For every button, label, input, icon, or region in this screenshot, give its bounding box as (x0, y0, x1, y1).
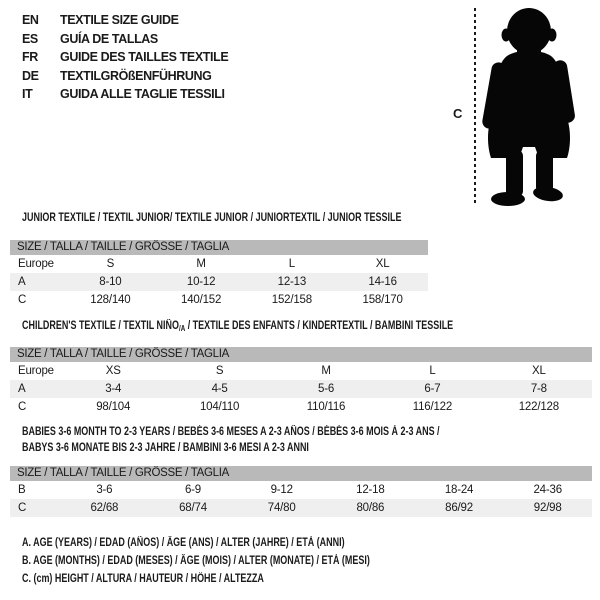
footnote-a (22, 534, 468, 552)
table-cell: 12-13 (277, 276, 307, 288)
table-cell: 5-6 (318, 383, 335, 395)
size-header-text: SIZE / TALLA / TAILLE / GRÖSSE / TAGLIA (17, 241, 230, 253)
row-label: A (18, 276, 26, 288)
row-label: Europe (18, 365, 54, 377)
table-cell: S (106, 258, 115, 270)
toddler-silhouette-icon (478, 0, 600, 212)
language-title: TEXTILGRÖßENFÜHRUNG (60, 68, 212, 83)
language-title: GUÍA DE TALLAS (60, 31, 158, 46)
height-measure-label: C (453, 106, 463, 121)
children-title-post: / TEXTILE DES ENFANTS / KINDERTEXTIL / BAMBINI TESSILE (185, 320, 454, 332)
footnote-b-text: B. AGE (MONTHS) / EDAD (MESES) / ÂGE (MOIS) / ALTER (MONATE) / ETÀ (MESI) (22, 555, 370, 567)
table-cell: 18-24 (444, 484, 474, 496)
footnote-a-text: A. AGE (YEARS) / EDAD (AÑOS) / ÂGE (ANS) / ALTER (JAHRE) / ETÀ (ANNI) (22, 537, 345, 549)
table-cell: 80/86 (356, 502, 385, 514)
table-cell: 86/92 (445, 502, 473, 514)
table-cell: L (288, 258, 295, 270)
table-cell: 8-10 (99, 276, 122, 288)
junior-section-title-text: JUNIOR TEXTILE / TEXTIL JUNIOR/ TEXTILE JUNIOR / JUNIORTEXTIL / JUNIOR TESSILE (22, 212, 402, 224)
language-title: GUIDA ALLE TAGLIE TESSILI (60, 87, 225, 102)
table-cell: 98/104 (96, 401, 131, 413)
row-label: Europe (18, 258, 54, 270)
table-cell: 104/110 (199, 401, 240, 413)
table-row (10, 481, 592, 499)
row-label: A (18, 383, 26, 395)
table-row (10, 291, 428, 309)
footnote-c-text: C. (cm) HEIGHT / ALTURA / HAUTEUR / HÖHE / ALTEZZA (22, 573, 264, 585)
table-cell: 14-16 (368, 276, 397, 288)
size-header-bar (10, 240, 428, 255)
table-cell: 152/158 (271, 294, 312, 306)
height-measure-dashed-line (474, 8, 476, 206)
children-section-title-text (22, 320, 453, 332)
language-code: DE (22, 68, 39, 83)
table-cell: S (215, 365, 224, 377)
table-row (10, 362, 592, 380)
table-row (10, 380, 592, 398)
language-guide-header (22, 11, 228, 104)
table-row (10, 499, 592, 517)
table-cell: 110/116 (306, 401, 346, 413)
table-cell: 122/128 (518, 401, 559, 413)
size-header-bar (10, 347, 592, 362)
children-title-pre: CHILDREN'S TEXTILE / TEXTIL NIÑO (22, 320, 179, 332)
table-cell: 62/68 (90, 502, 119, 514)
table-cell: 92/98 (533, 502, 562, 514)
row-label: C (18, 294, 27, 306)
footnote-b (22, 552, 468, 570)
row-label: C (18, 502, 27, 514)
table-cell: 24-36 (533, 484, 562, 496)
language-row-it (22, 85, 228, 104)
babies-section-title (22, 424, 557, 456)
table-cell: 3-6 (96, 484, 113, 496)
table-cell: 140/152 (181, 294, 222, 306)
table-cell: 3-4 (105, 383, 122, 395)
babies-section-title-line1: BABIES 3-6 MONTH TO 2-3 YEARS / BEBÉS 3-6 MESES A 2-3 AÑOS / BÉBÉS 3-6 MOIS À 2-3 ANS / (22, 426, 440, 438)
children-size-table (10, 347, 592, 416)
language-row-de (22, 67, 228, 86)
table-cell: M (321, 365, 331, 377)
table-cell: 12-18 (356, 484, 385, 496)
language-code: IT (22, 87, 33, 102)
table-cell: XL (531, 365, 546, 377)
table-cell: 10-12 (186, 276, 216, 288)
footnotes (22, 534, 468, 588)
table-row (10, 398, 592, 416)
language-row-fr (22, 48, 228, 67)
row-label: C (18, 401, 27, 413)
table-cell: XS (105, 365, 121, 377)
table-row (10, 273, 428, 291)
table-cell: 6-7 (424, 383, 441, 395)
table-cell: 7-8 (530, 383, 547, 395)
children-section-title (22, 320, 575, 332)
table-cell: 6-9 (184, 484, 202, 496)
language-title: GUIDE DES TAILLES TEXTILE (60, 50, 229, 65)
language-title: TEXTILE SIZE GUIDE (60, 13, 179, 28)
language-code: EN (22, 13, 39, 28)
children-title-subscript: /A (178, 324, 186, 333)
language-row-es (22, 30, 228, 49)
table-cell: 74/80 (267, 502, 296, 514)
junior-size-table (10, 240, 428, 309)
footnote-c (22, 570, 468, 588)
table-cell: 4-5 (211, 383, 228, 395)
table-row (10, 255, 428, 273)
size-header-bar (10, 466, 592, 481)
language-code: ES (22, 31, 38, 46)
table-cell: XL (375, 258, 390, 270)
table-cell: 128/140 (90, 294, 131, 306)
table-cell: M (196, 258, 206, 270)
language-row-en (22, 11, 228, 30)
table-cell: 68/74 (179, 502, 207, 514)
babies-section-title-line2: BABYS 3-6 MONATE BIS 2-3 JAHRE / BAMBINI 3-6 MESI A 2-3 ANNI (22, 442, 309, 454)
size-header-text: SIZE / TALLA / TAILLE / GRÖSSE / TAGLIA (17, 467, 230, 479)
row-label: B (18, 484, 26, 496)
table-cell: 158/170 (362, 294, 403, 306)
size-header-text: SIZE / TALLA / TAILLE / GRÖSSE / TAGLIA (17, 348, 230, 360)
table-cell: L (429, 365, 436, 377)
junior-section-title (22, 212, 508, 224)
language-code: FR (22, 50, 38, 65)
babies-size-table (10, 466, 592, 517)
table-cell: 9-12 (270, 484, 293, 496)
table-cell: 116/122 (412, 401, 453, 413)
